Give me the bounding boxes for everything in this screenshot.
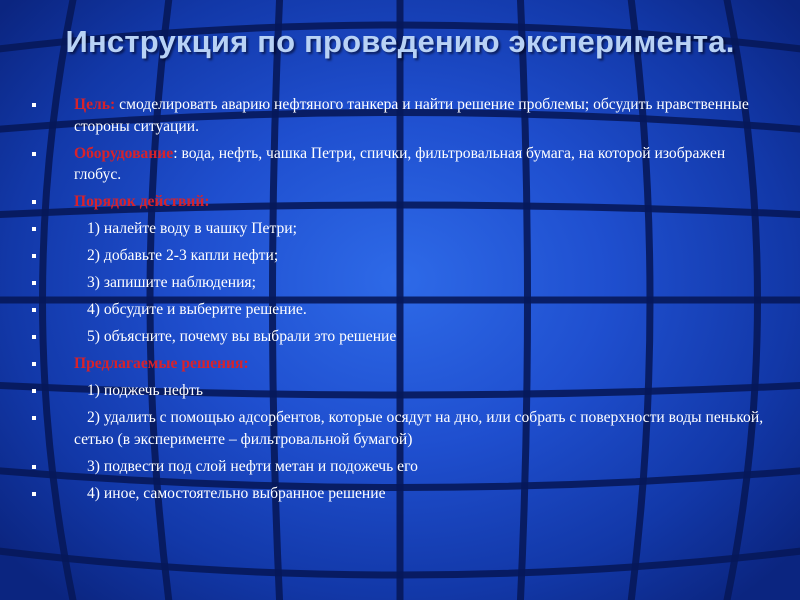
list-item-step-4 — [30, 299, 775, 321]
bullet-icon — [32, 416, 36, 420]
bullet-icon — [32, 465, 36, 469]
bullet-icon — [32, 227, 36, 231]
item-text: 1) поджечь нефть — [87, 382, 203, 399]
bullet-icon — [32, 200, 36, 204]
item-text: 3) запишите наблюдения; — [87, 274, 256, 291]
item-text: смоделировать аварию нефтяного танкера и найти решение проблемы; обсудить нравственные стороны ситуации. — [74, 96, 749, 135]
item-text: 2) добавьте 2-3 капли нефти; — [87, 247, 279, 264]
list-item-solutions-heading — [30, 353, 775, 375]
list-item-solution-1 — [30, 380, 775, 402]
bullet-icon — [32, 492, 36, 496]
item-label: Предлагаемые решения: — [74, 355, 249, 372]
bullet-icon — [32, 362, 36, 366]
list-item-step-5 — [30, 326, 775, 348]
bullet-icon — [32, 103, 36, 107]
list-item-step-2 — [30, 245, 775, 267]
list-item-procedure-heading — [30, 191, 775, 213]
item-text: 2) удалить с помощью адсорбентов, которые осядут на дно, или собрать с поверхности воды пенькой, сетью (в эксперименте – фильтровальной бумагой) — [74, 409, 764, 448]
item-text: 1) налейте воду в чашку Петри; — [87, 220, 297, 237]
list-item-solution-2 — [30, 407, 775, 450]
list-item-step-1 — [30, 218, 775, 240]
bullet-icon — [32, 281, 36, 285]
item-text: 3) подвести под слой нефти метан и подожечь его — [87, 457, 418, 475]
instruction-list — [30, 94, 775, 510]
item-text: 4) иное, самостоятельно выбранное решение — [87, 484, 386, 502]
item-label: Оборудование — [74, 144, 174, 162]
bullet-icon — [32, 152, 36, 156]
bullet-icon — [32, 308, 36, 312]
item-text: 5) объясните, почему вы выбрали это решение — [87, 328, 397, 345]
item-text: : вода, нефть, чашка Петри, спички, фильтровальная бумага, на которой изображен глобус. — [74, 144, 726, 183]
list-item-goal — [30, 94, 775, 137]
bullet-icon — [32, 254, 36, 258]
list-item-solution-4 — [30, 483, 775, 505]
slide-title: Инструкция по проведению эксперимента. — [65, 24, 735, 59]
item-label: Цель: — [74, 96, 116, 113]
list-item-equipment — [30, 143, 775, 186]
bullet-icon — [32, 335, 36, 339]
bullet-icon — [32, 389, 36, 393]
item-text: 4) обсудите и выберите решение. — [87, 301, 307, 318]
list-item-solution-3 — [30, 456, 775, 478]
item-label: Порядок действий: — [74, 193, 210, 210]
list-item-step-3 — [30, 272, 775, 294]
